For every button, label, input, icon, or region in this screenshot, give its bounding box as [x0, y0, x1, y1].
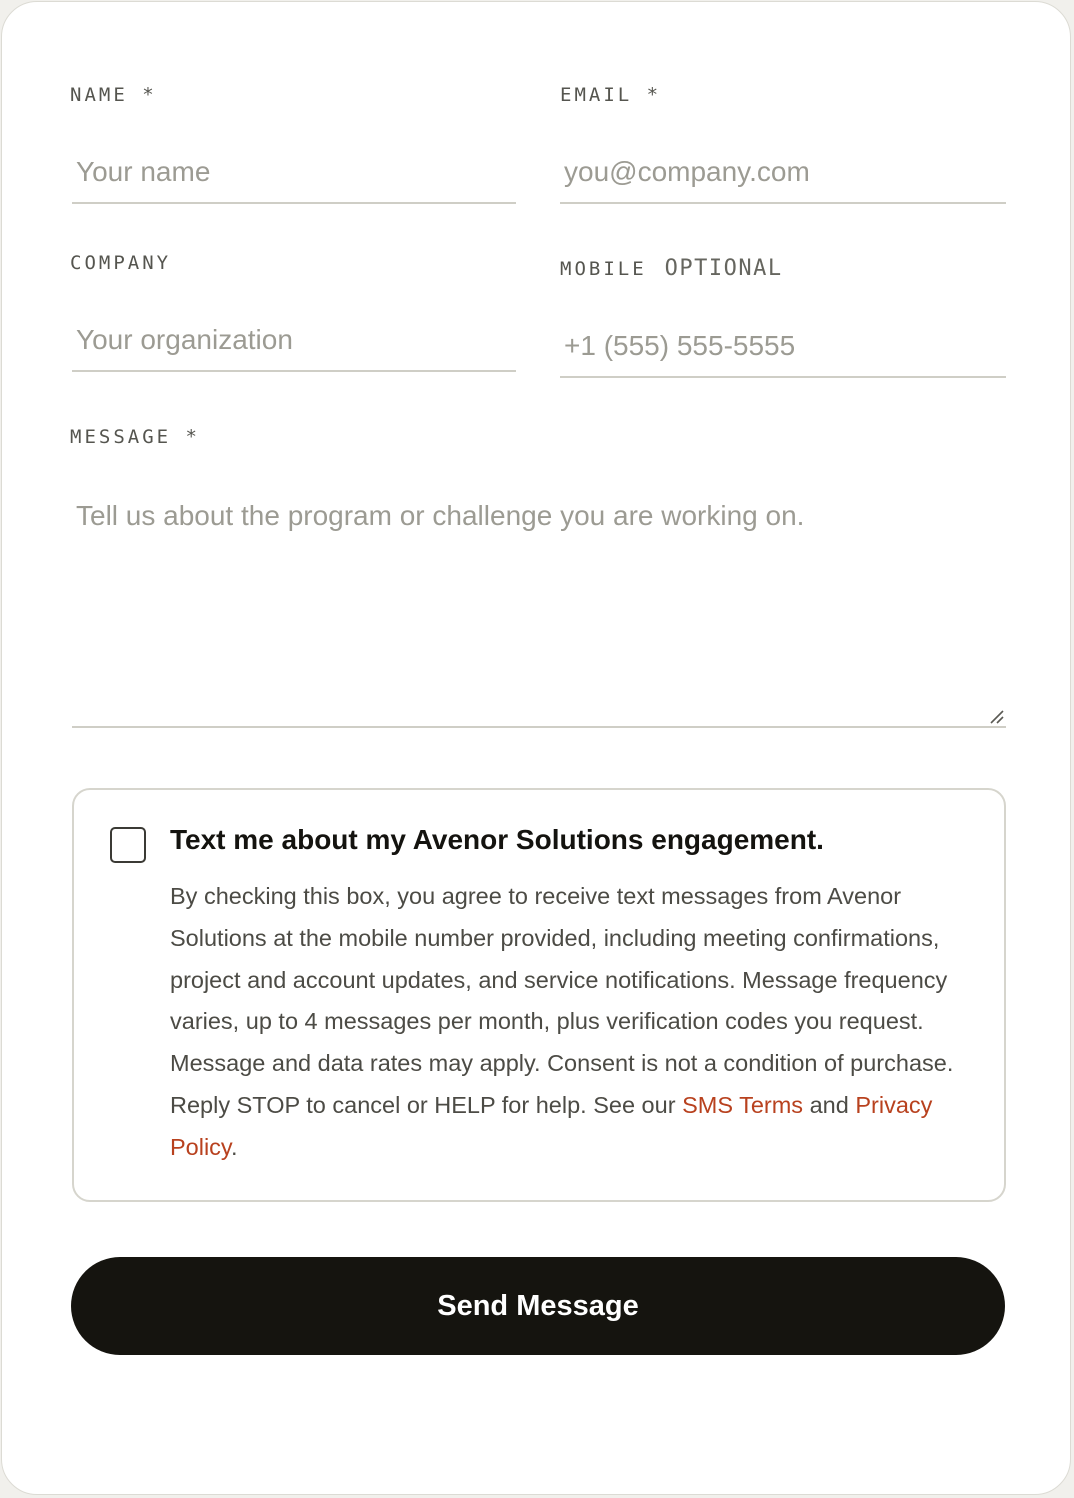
contact-form-card: [1, 1, 1071, 1495]
privacy-policy-link[interactable]: Privacy Policy: [170, 1091, 933, 1160]
sms-consent-title: Text me about my Avenor Solutions engagement.: [170, 824, 824, 855]
mobile-label: [560, 256, 783, 281]
optional-tag: OPTIONAL: [664, 256, 783, 281]
sms-consent-body: By checking this box, you agree to receive text messages from Avenor Solutions at the mobile number provided, including meeting confirmations, project and account updates, and service notifications. Message frequency varies, up to 4 messages per month, plus verification codes you request. Message and data rates may apply. Consent is not a condition of purchase. Reply STOP to cancel or HELP for help. See our: [170, 883, 954, 1118]
mobile-input[interactable]: [560, 316, 1006, 378]
company-label: COMPANY: [70, 252, 172, 274]
sms-consent-text: [170, 876, 980, 1169]
name-input[interactable]: [72, 142, 516, 204]
email-input[interactable]: [560, 142, 1006, 204]
and-text: and: [809, 1091, 849, 1118]
send-message-button[interactable]: Send Message: [71, 1257, 1005, 1355]
company-input[interactable]: [72, 310, 516, 372]
sms-terms-link[interactable]: SMS Terms: [682, 1091, 804, 1118]
name-label: NAME *: [70, 84, 157, 106]
sms-consent-box: [72, 788, 1006, 1202]
message-textarea[interactable]: [72, 486, 1006, 728]
sms-consent-checkbox[interactable]: [110, 827, 146, 863]
message-label: MESSAGE *: [70, 426, 200, 448]
email-label: EMAIL *: [560, 84, 662, 106]
resize-handle-icon[interactable]: [988, 708, 1004, 724]
period-text: .: [230, 1133, 238, 1160]
mobile-label-text: MOBILE: [560, 258, 647, 280]
